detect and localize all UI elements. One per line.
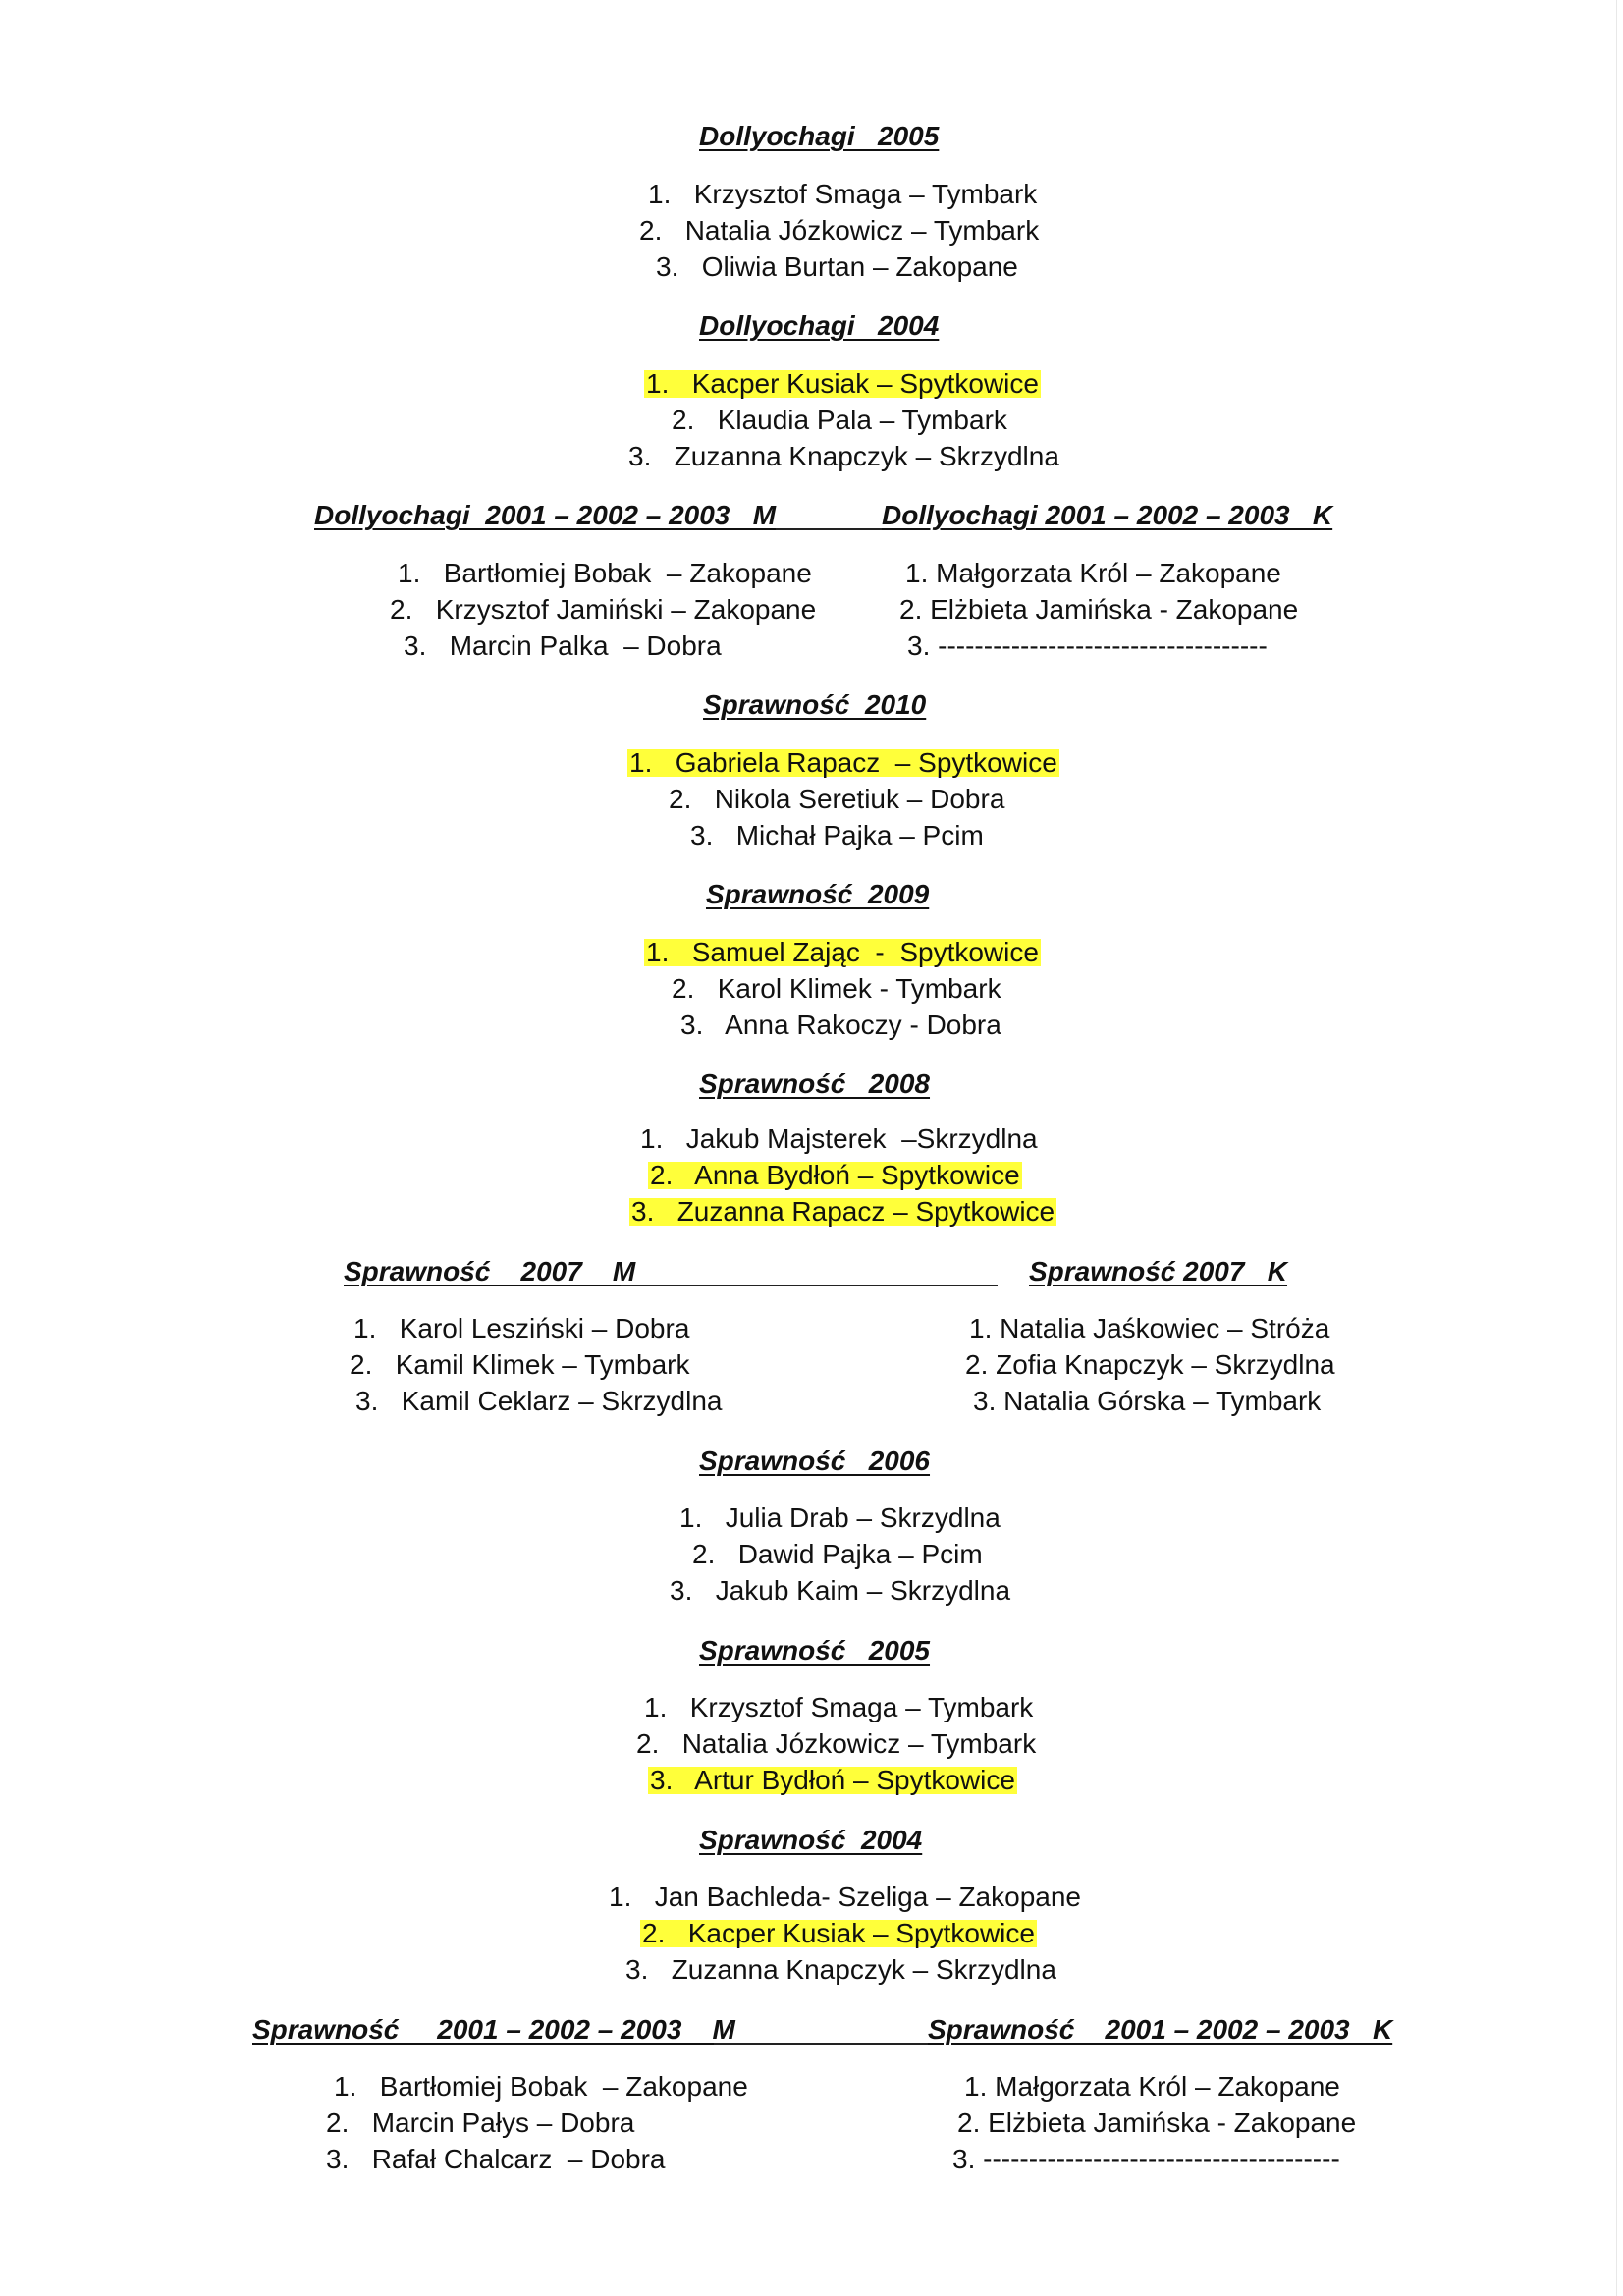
heading-rule	[776, 528, 882, 530]
list-item: 2. Natalia Józkowicz – Tymbark	[636, 1728, 1037, 1759]
list-item: 3. Michał Pajka – Pcim	[690, 820, 984, 850]
list-item: 3. Anna Rakoczy - Dobra	[680, 1010, 1001, 1040]
scan-edge	[1616, 0, 1617, 2296]
list-item: 3. ---------------------------------------	[952, 2144, 1340, 2174]
list-item: 2. Elżbieta Jamińska - Zakopane	[957, 2107, 1357, 2138]
list-item-highlighted: 1. Samuel Zając - Spytkowice	[646, 937, 1039, 967]
list-item-highlighted: 3. Zuzanna Rapacz – Spytkowice	[631, 1196, 1055, 1227]
section-heading: Sprawność 2008	[699, 1068, 931, 1099]
section-heading: Dollyochagi 2005	[699, 121, 940, 151]
section-heading: Dollyochagi 2001 – 2002 – 2003 M	[314, 500, 777, 530]
list-item: 1. Jan Bachleda- Szeliga – Zakopane	[609, 1882, 1081, 1912]
list-item: 3. Jakub Kaim – Skrzydlna	[670, 1575, 1011, 1606]
list-item-highlighted: 2. Anna Bydłoń – Spytkowice	[650, 1160, 1020, 1190]
section-heading: Dollyochagi 2001 – 2002 – 2003 K	[882, 500, 1333, 530]
list-item: 2. Kamil Klimek – Tymbark	[350, 1349, 690, 1380]
heading-rule	[621, 1285, 998, 1286]
list-item-highlighted: 2. Kacper Kusiak – Spytkowice	[642, 1918, 1035, 1948]
list-item: 1. Julia Drab – Skrzydlna	[679, 1503, 1001, 1533]
list-item: 2. Natalia Józkowicz – Tymbark	[639, 215, 1040, 246]
list-item: 1. Krzysztof Smaga – Tymbark	[648, 179, 1038, 209]
list-item: 1. Bartłomiej Bobak – Zakopane	[398, 558, 812, 588]
section-heading: Sprawność 2010	[703, 689, 927, 720]
section-heading: Sprawność 2005	[699, 1635, 931, 1666]
list-item: 1. Małgorzata Król – Zakopane	[905, 558, 1281, 588]
list-item: 2. Karol Klimek - Tymbark	[672, 973, 1001, 1004]
list-item: 3. Rafał Chalcarz – Dobra	[326, 2144, 666, 2174]
section-heading: Sprawność 2001 – 2002 – 2003 M	[252, 2014, 735, 2045]
section-heading: Sprawność 2007 M	[344, 1256, 636, 1286]
section-heading: Sprawność 2007 K	[1029, 1256, 1288, 1286]
list-item: 3. Natalia Górska – Tymbark	[973, 1386, 1322, 1416]
list-item: 1. Małgorzata Król – Zakopane	[964, 2071, 1340, 2102]
list-item: 2. Marcin Pałys – Dobra	[326, 2107, 635, 2138]
list-item: 2. Klaudia Pala – Tymbark	[672, 405, 1007, 435]
list-item: 3. ------------------------------------	[907, 630, 1268, 661]
list-item: 1. Jakub Majsterek –Skrzydlna	[640, 1123, 1038, 1154]
list-item: 3. Oliwia Burtan – Zakopane	[656, 251, 1018, 282]
list-item: 2. Zofia Knapczyk – Skrzydlna	[965, 1349, 1335, 1380]
list-item: 1. Natalia Jaśkowiec – Stróża	[969, 1313, 1330, 1343]
section-heading: Dollyochagi 2004	[699, 310, 940, 341]
section-heading: Sprawność 2006	[699, 1446, 931, 1476]
list-item-highlighted: 3. Artur Bydłoń – Spytkowice	[650, 1765, 1015, 1795]
heading-rule	[714, 2043, 928, 2045]
list-item: 2. Krzysztof Jamiński – Zakopane	[390, 594, 817, 625]
section-heading: Sprawność 2009	[706, 879, 930, 909]
list-item-highlighted: 1. Gabriela Rapacz – Spytkowice	[629, 747, 1057, 778]
list-item-highlighted: 1. Kacper Kusiak – Spytkowice	[646, 368, 1039, 399]
list-item: 2. Nikola Seretiuk – Dobra	[669, 784, 1005, 814]
list-item: 1. Krzysztof Smaga – Tymbark	[644, 1692, 1034, 1722]
section-heading: Sprawność 2001 – 2002 – 2003 K	[928, 2014, 1393, 2045]
list-item: 2. Elżbieta Jamińska - Zakopane	[899, 594, 1299, 625]
list-item: 2. Dawid Pajka – Pcim	[692, 1539, 983, 1569]
list-item: 1. Karol Lesziński – Dobra	[353, 1313, 690, 1343]
list-item: 1. Bartłomiej Bobak – Zakopane	[334, 2071, 748, 2102]
list-item: 3. Kamil Ceklarz – Skrzydlna	[355, 1386, 723, 1416]
list-item: 3. Zuzanna Knapczyk – Skrzydlna	[625, 1954, 1056, 1985]
list-item: 3. Zuzanna Knapczyk – Skrzydlna	[628, 441, 1059, 471]
section-heading: Sprawność 2004	[699, 1825, 923, 1855]
list-item: 3. Marcin Palka – Dobra	[404, 630, 722, 661]
